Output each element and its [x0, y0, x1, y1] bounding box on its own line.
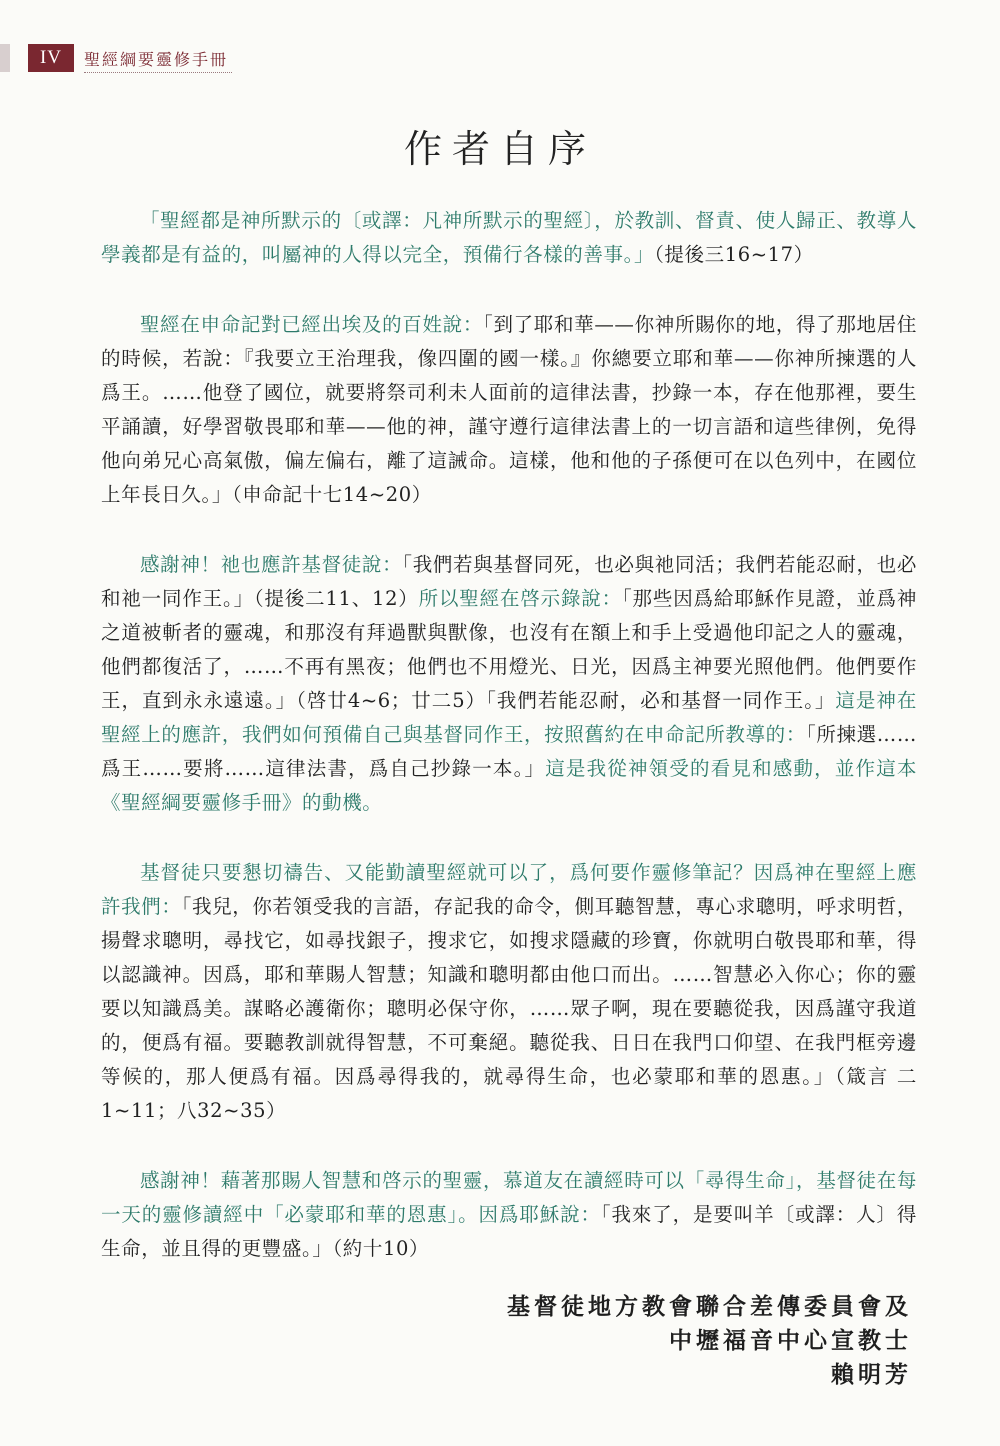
author-signature — [507, 1290, 912, 1392]
para-span: 感謝神！祂也應許基督徒說： — [140, 553, 403, 576]
paragraph-2 — [101, 308, 917, 512]
book-title: 聖經綱要靈修手冊 — [84, 49, 229, 69]
signature-organization: 基督徒地方教會聯合差傳委員會及 — [507, 1293, 912, 1320]
para-span: 這是神在聖經上的應許，我們如何預備自己與基督同作王，按照舊約在申命記所教導的： — [101, 689, 917, 746]
paragraph-3 — [101, 548, 917, 820]
page-edge-mark — [0, 44, 10, 72]
para-span: 基督徒只要懇切禱告、又能勤讀聖經就可以了，爲何要作靈修筆記？因爲神在聖經上應許我們： — [101, 861, 917, 918]
paragraph-4 — [101, 856, 917, 1128]
para-span: （提後三16~17） — [654, 243, 814, 266]
para-span: 感謝神！藉著那賜人智慧和啓示的聖靈，慕道友在讀經時可以「尋得生命」，基督徒在每一天的靈修讀經中「必蒙耶和華的恩惠」。因爲耶穌說： — [101, 1169, 917, 1226]
para-span: 「所揀選……爲王……要將……這律法書，爲自己抄錄一本。」 — [101, 723, 917, 780]
header-divider — [84, 72, 232, 75]
para-span: 「我兒，你若領受我的言語，存記我的命令，側耳聽智慧，專心求聰明，呼求明哲，揚聲求聰明，尋找它，如尋找銀子，搜求它，如搜求隱藏的珍寶，你就明白敬畏耶和華，得以認識神。因爲，耶和華賜人智慧；知識和聰明都由他口而出。……智慧必入你心；你的靈要以知識爲美。謀略必護衛你；聰明必保守你，……眾子啊，現在要聽從我，因爲謹守我道的，便爲有福。要聽教訓就得智慧，不可棄絕。聽從我、日日在我門口仰望、在我門框旁邊等候的，那人便爲有福。因爲尋得我的，就尋得生命，也必蒙耶和華的恩惠。」（箴言 二1~11；八32~35） — [101, 895, 918, 1122]
signature-name: 賴明芳 — [831, 1361, 912, 1388]
para-span: 「我來了，是要叫羊〔或譯：人〕得生命，並且得的更豐盛。」（約十10） — [101, 1203, 917, 1260]
para-span: 「聖經都是神所默示的〔或譯：凡神所默示的聖經〕，於教訓、督責、使人歸正、教導人學義都是有益的，叫屬神的人得以完全，預備行各樣的善事。」 — [101, 209, 917, 266]
para-span: 「那些因爲給耶穌作見證，並爲神之道被斬者的靈魂，和那沒有拜過獸與獸像，也沒有在額上和手上受過他印記之人的靈魂，他們都復活了，……不再有黑夜；他們也不用燈光、日光，因爲主神要光照他們。他們要作王，直到永永遠遠。」（啓廿4~6；廿二5）「我們若能忍耐，必和基督一同作王。」 — [101, 587, 917, 712]
page-number-badge: IV — [28, 44, 74, 72]
signature-role: 中壢福音中心宣教士 — [669, 1327, 912, 1354]
running-header — [28, 44, 228, 72]
page-title: 作者自序 — [403, 127, 596, 171]
para-span: 「我們若與基督同死，也必與祂同活；我們若能忍耐，也必和祂一同作王。」（提後二11、12） — [101, 553, 917, 610]
para-span: 「到了耶和華——你神所賜你的地，得了那地居住的時候，若說：『我要立王治理我，像四圍的國一樣。』你總要立耶和華——你神所揀選的人爲王。……他登了國位，就要將祭司利未人面前的這律法書，抄錄一本，存在他那裡，要生平誦讀，好學習敬畏耶和華——他的神，謹守遵行這律法書上的一切言語和這些律例，免得他向弟兄心高氣傲，偏左偏右，離了這誡命。這樣，他和他的子孫便可在以色列中，在國位上年長日久。」（申命記十七14~20） — [101, 313, 918, 506]
paragraph-5 — [101, 1164, 917, 1266]
para-span: 聖經在申命記對已經出埃及的百姓說： — [140, 313, 484, 336]
paragraph-1 — [101, 204, 917, 272]
para-span: 所以聖經在啓示錄說： — [418, 587, 622, 610]
preface-body — [101, 204, 917, 1302]
para-span: 這是我從神領受的看見和感動，並作這本《聖經綱要靈修手冊》的動機。 — [101, 757, 917, 814]
